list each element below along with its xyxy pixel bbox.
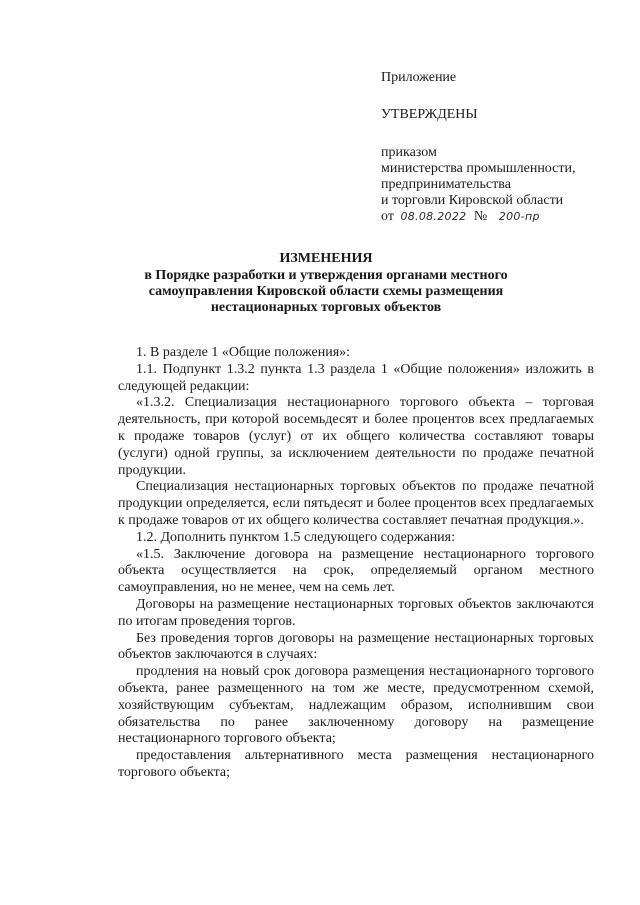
paragraph-extension-case: продления на новый срок договора размещения нестационарного торгового объекта, ранее размещенного на том же месте, предусмотренном схемой, хозяйствующим субъектам, надлежащим образом, исполнившим свои обязательства по ранее заключенному договору на размещение нестационарного торгового объекта; [118, 664, 594, 747]
paragraph-1-3-2: «1.3.2. Специализация нестационарного торгового объекта – торговая деятельность, при которой восемьдесят и более процентов всех предлагаемых к продаже товаров (услуг) от их общего количества составляют товары (услуги) одной группы, за исключением деятельности по продаже печатной продукции. [118, 395, 594, 478]
paragraph-without-tenders: Без проведения торгов договоры на размещение нестационарных торговых объектов заключаются в случаях: [118, 630, 594, 663]
paragraph-contracts-tenders: Договоры на размещение нестационарных торговых объектов заключаются по итогам проведения торгов. [118, 596, 594, 629]
approved-label: УТВЕРЖДЕНЫ [381, 107, 478, 122]
paragraph-alternative-place: предоставления альтернативного места размещения нестационарного торгового объекта; [118, 748, 594, 780]
number-sign: № [473, 209, 488, 224]
title-line-1: в Порядке разработки и утверждения органами местного [144, 268, 508, 283]
date-prefix: от [381, 209, 394, 224]
paragraph-1-5: «1.5. Заключение договора на размещение нестационарного торгового объекта осуществляется на срок, определяемый органом местного самоуправления, но не менее, чем на семь лет. [118, 546, 594, 596]
handwritten-date: 08.08.2022 [400, 210, 467, 223]
handwritten-number: 200-пр [498, 210, 540, 223]
ministry-line-3: и торговли Кировской области [381, 193, 564, 208]
title-line-2: самоуправления Кировской области схемы размещения [148, 284, 504, 299]
document-body [118, 345, 594, 782]
order-date-line [381, 209, 621, 225]
title-line-3: нестационарных торговых объектов [210, 300, 442, 315]
approval-block [381, 70, 621, 225]
order-word: приказом [381, 145, 437, 160]
document-title [110, 251, 542, 316]
paragraph-print-specialization: Специализация нестационарных торговых объектов по продаже печатной продукции определяется, если пятьдесят и более процентов всех предлагаемых к продаже товаров от их общего количества составляет печатная продукция.». [118, 479, 594, 528]
title-main: ИЗМЕНЕНИЯ [279, 251, 373, 266]
appendix-label: Приложение [381, 70, 457, 85]
paragraph-1-2: 1.2. Дополнить пунктом 1.5 следующего содержания: [136, 529, 456, 545]
paragraph-1-1: 1.1. Подпункт 1.3.2 пункта 1.3 раздела 1 «Общие положения» изложить в следующей редакции: [118, 361, 594, 394]
ministry-line-2: предпринимательства [381, 177, 511, 192]
ministry-line-1: министерства промышленности, [381, 161, 576, 176]
paragraph-section-1: 1. В разделе 1 «Общие положения»: [136, 345, 351, 360]
